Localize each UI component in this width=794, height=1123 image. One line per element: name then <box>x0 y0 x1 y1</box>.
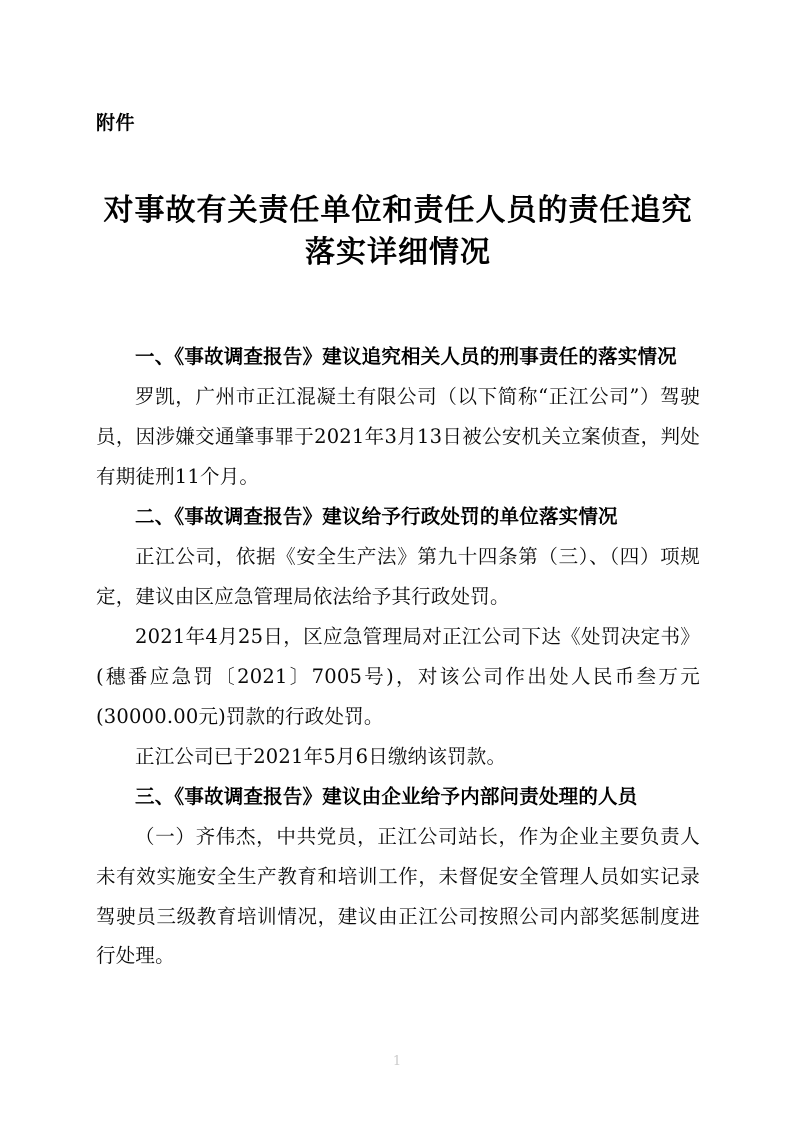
section-heading-3: 三、《事故调查报告》建议由企业给予内部问责处理的人员 <box>135 784 638 808</box>
section-2-paragraph-1: 正江公司，依据《安全生产法》第九十四条第（三）、（四）项规定，建议由区应急管理局依法给予其行政处罚。 <box>96 544 700 608</box>
page-number: 1 <box>392 1054 402 1069</box>
page-title-line-2: 落实详细情况 <box>305 235 491 271</box>
attachment-label: 附件 <box>96 112 136 134</box>
section-3-paragraph-1: （一）齐伟杰，中共党员，正江公司站长，作为企业主要负责人未有效实施安全生产教育和培训工作，未督促安全管理人员如实记录驾驶员三级教育培训情况，建议由正江公司按照公司内部奖惩制度进行处理。 <box>96 824 700 968</box>
document-content <box>96 112 700 976</box>
section-heading-1: 一、《事故调查报告》建议追究相关人员的刑事责任的落实情况 <box>135 344 677 368</box>
section-2-paragraph-3: 正江公司已于2021年5月6日缴纳该罚款。 <box>135 744 507 768</box>
section-heading-2: 二、《事故调查报告》建议给予行政处罚的单位落实情况 <box>135 504 618 528</box>
page-title-line-1: 对事故有关责任单位和责任人员的责任追究 <box>103 192 693 228</box>
section-2-paragraph-2: 2021年4月25日，区应急管理局对正江公司下达《处罚决定书》(穗番应急罚〔2021〕7005号)，对该公司作出处人民币叁万元(30000.00元)罚款的行政处罚。 <box>96 624 700 728</box>
section-1-paragraph-1: 罗凯，广州市正江混凝土有限公司（以下简称“正江公司”）驾驶员，因涉嫌交通肇事罪于2021年3月13日被公安机关立案侦查，判处有期徒刑11个月。 <box>96 384 700 488</box>
page-title <box>96 190 700 275</box>
